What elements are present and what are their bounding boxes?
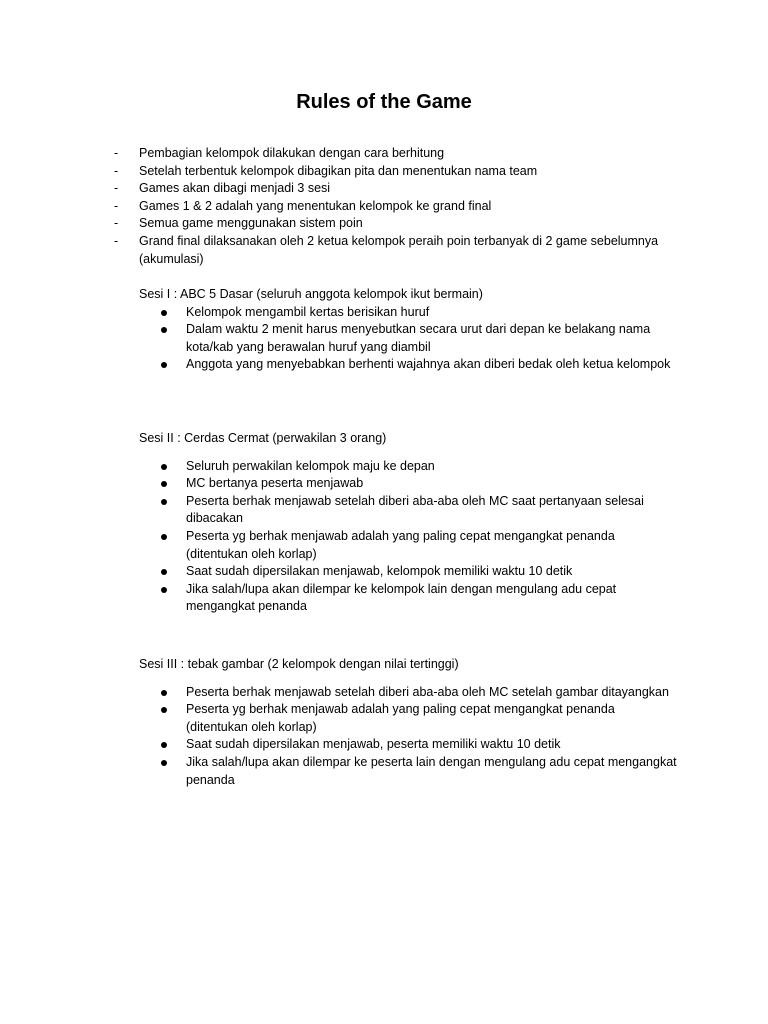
list-item	[139, 581, 679, 616]
list-item	[139, 493, 679, 528]
bullet-icon	[161, 760, 167, 766]
list-item-text: Games 1 & 2 adalah yang menentukan kelompok ke grand final	[139, 198, 492, 213]
list-item-text: Saat sudah dipersilakan menjawab, peserta memiliki waktu 10 detik	[186, 737, 561, 752]
list-item-text: Pembagian kelompok dilakukan dengan cara berhitung	[139, 146, 445, 160]
list-item	[139, 458, 679, 476]
list-item	[114, 215, 674, 233]
session-bullet-list	[139, 304, 679, 374]
list-item-text: Saat sudah dipersilakan menjawab, kelompok memiliki waktu 10 detik	[186, 564, 573, 579]
list-item-text: Kelompok mengambil kertas berisikan huruf	[186, 304, 430, 319]
page-title: Rules of the Game	[296, 91, 472, 113]
list-item	[114, 180, 674, 198]
list-item	[139, 563, 679, 581]
bullet-icon	[161, 327, 167, 333]
list-item-text: Peserta berhak menjawab setelah diberi aba-aba oleh MC saat pertanyaan selesai dibacakan	[186, 493, 644, 526]
bullet-icon	[161, 481, 167, 487]
bullet-icon	[161, 707, 167, 713]
list-item-text: Dalam waktu 2 menit harus menyebutkan secara urut dari depan ke belakang nama kota/kab yang berawalan huruf yang diambil	[186, 322, 651, 354]
session-1	[139, 286, 679, 374]
list-item-text: Setelah terbentuk kelompok dibagikan pita dan menentukan nama team	[139, 163, 538, 178]
list-item-text: Peserta yg berhak menjawab adalah yang paling cepat mengangkat penanda (ditentukan oleh korlap)	[186, 702, 615, 734]
session-3	[139, 656, 679, 789]
list-item-text: Games akan dibagi menjadi 3 sesi	[139, 181, 331, 196]
list-item	[139, 528, 679, 563]
general-rules-list	[114, 145, 674, 268]
session-bullet-list	[139, 458, 679, 616]
list-item	[139, 304, 679, 322]
bullet-icon	[161, 362, 167, 368]
list-item-text: Anggota yang menyebabkan berhenti wajahnya akan diberi bedak oleh ketua kelompok	[186, 357, 671, 372]
list-item-text: MC bertanya peserta menjawab	[186, 476, 364, 491]
bullet-icon	[161, 499, 167, 505]
bullet-icon	[161, 464, 167, 470]
list-item	[114, 198, 674, 216]
list-item-text: Grand final dilaksanakan oleh 2 ketua kelompok peraih poin terbanyak di 2 game sebelumnya (akumulasi)	[139, 233, 659, 266]
bullet-icon	[161, 742, 167, 748]
list-item-text: Seluruh perwakilan kelompok maju ke depan	[186, 458, 435, 473]
bullet-icon	[161, 690, 167, 696]
session-heading: Sesi III : tebak gambar (2 kelompok dengan nilai tertinggi)	[139, 657, 459, 671]
dash-marker: -	[114, 181, 119, 196]
session-bullet-list	[139, 684, 679, 790]
list-item	[139, 684, 679, 702]
list-item	[114, 233, 674, 268]
list-item	[139, 701, 679, 736]
dash-marker: -	[114, 233, 119, 248]
list-item	[139, 754, 679, 789]
dash-marker: -	[114, 198, 119, 213]
dash-marker: -	[114, 146, 119, 160]
list-item-text: Peserta berhak menjawab setelah diberi aba-aba oleh MC setelah gambar ditayangkan	[186, 684, 669, 699]
bullet-icon	[161, 310, 167, 316]
dash-marker: -	[114, 216, 119, 231]
list-item	[139, 475, 679, 493]
list-item-text: Semua game menggunakan sistem poin	[139, 216, 363, 231]
list-item-text: Peserta yg berhak menjawab adalah yang paling cepat mengangkat penanda (ditentukan oleh korlap)	[186, 528, 615, 561]
list-item-text: Jika salah/lupa akan dilempar ke peserta lain dengan mengulang adu cepat mengangkat penanda	[186, 754, 677, 787]
list-item-text: Jika salah/lupa akan dilempar ke kelompok lain dengan mengulang adu cepat mengangkat penanda	[186, 581, 617, 614]
session-heading: Sesi II : Cerdas Cermat (perwakilan 3 orang)	[139, 431, 387, 445]
dash-marker: -	[114, 163, 119, 178]
session-heading: Sesi I : ABC 5 Dasar (seluruh anggota kelompok ikut bermain)	[139, 287, 483, 301]
bullet-icon	[161, 569, 167, 575]
list-item	[139, 321, 679, 356]
bullet-icon	[161, 534, 167, 540]
list-item	[139, 736, 679, 754]
bullet-icon	[161, 587, 167, 593]
session-2	[139, 430, 679, 616]
list-item	[139, 356, 679, 374]
list-item	[114, 163, 674, 181]
list-item	[114, 145, 674, 163]
